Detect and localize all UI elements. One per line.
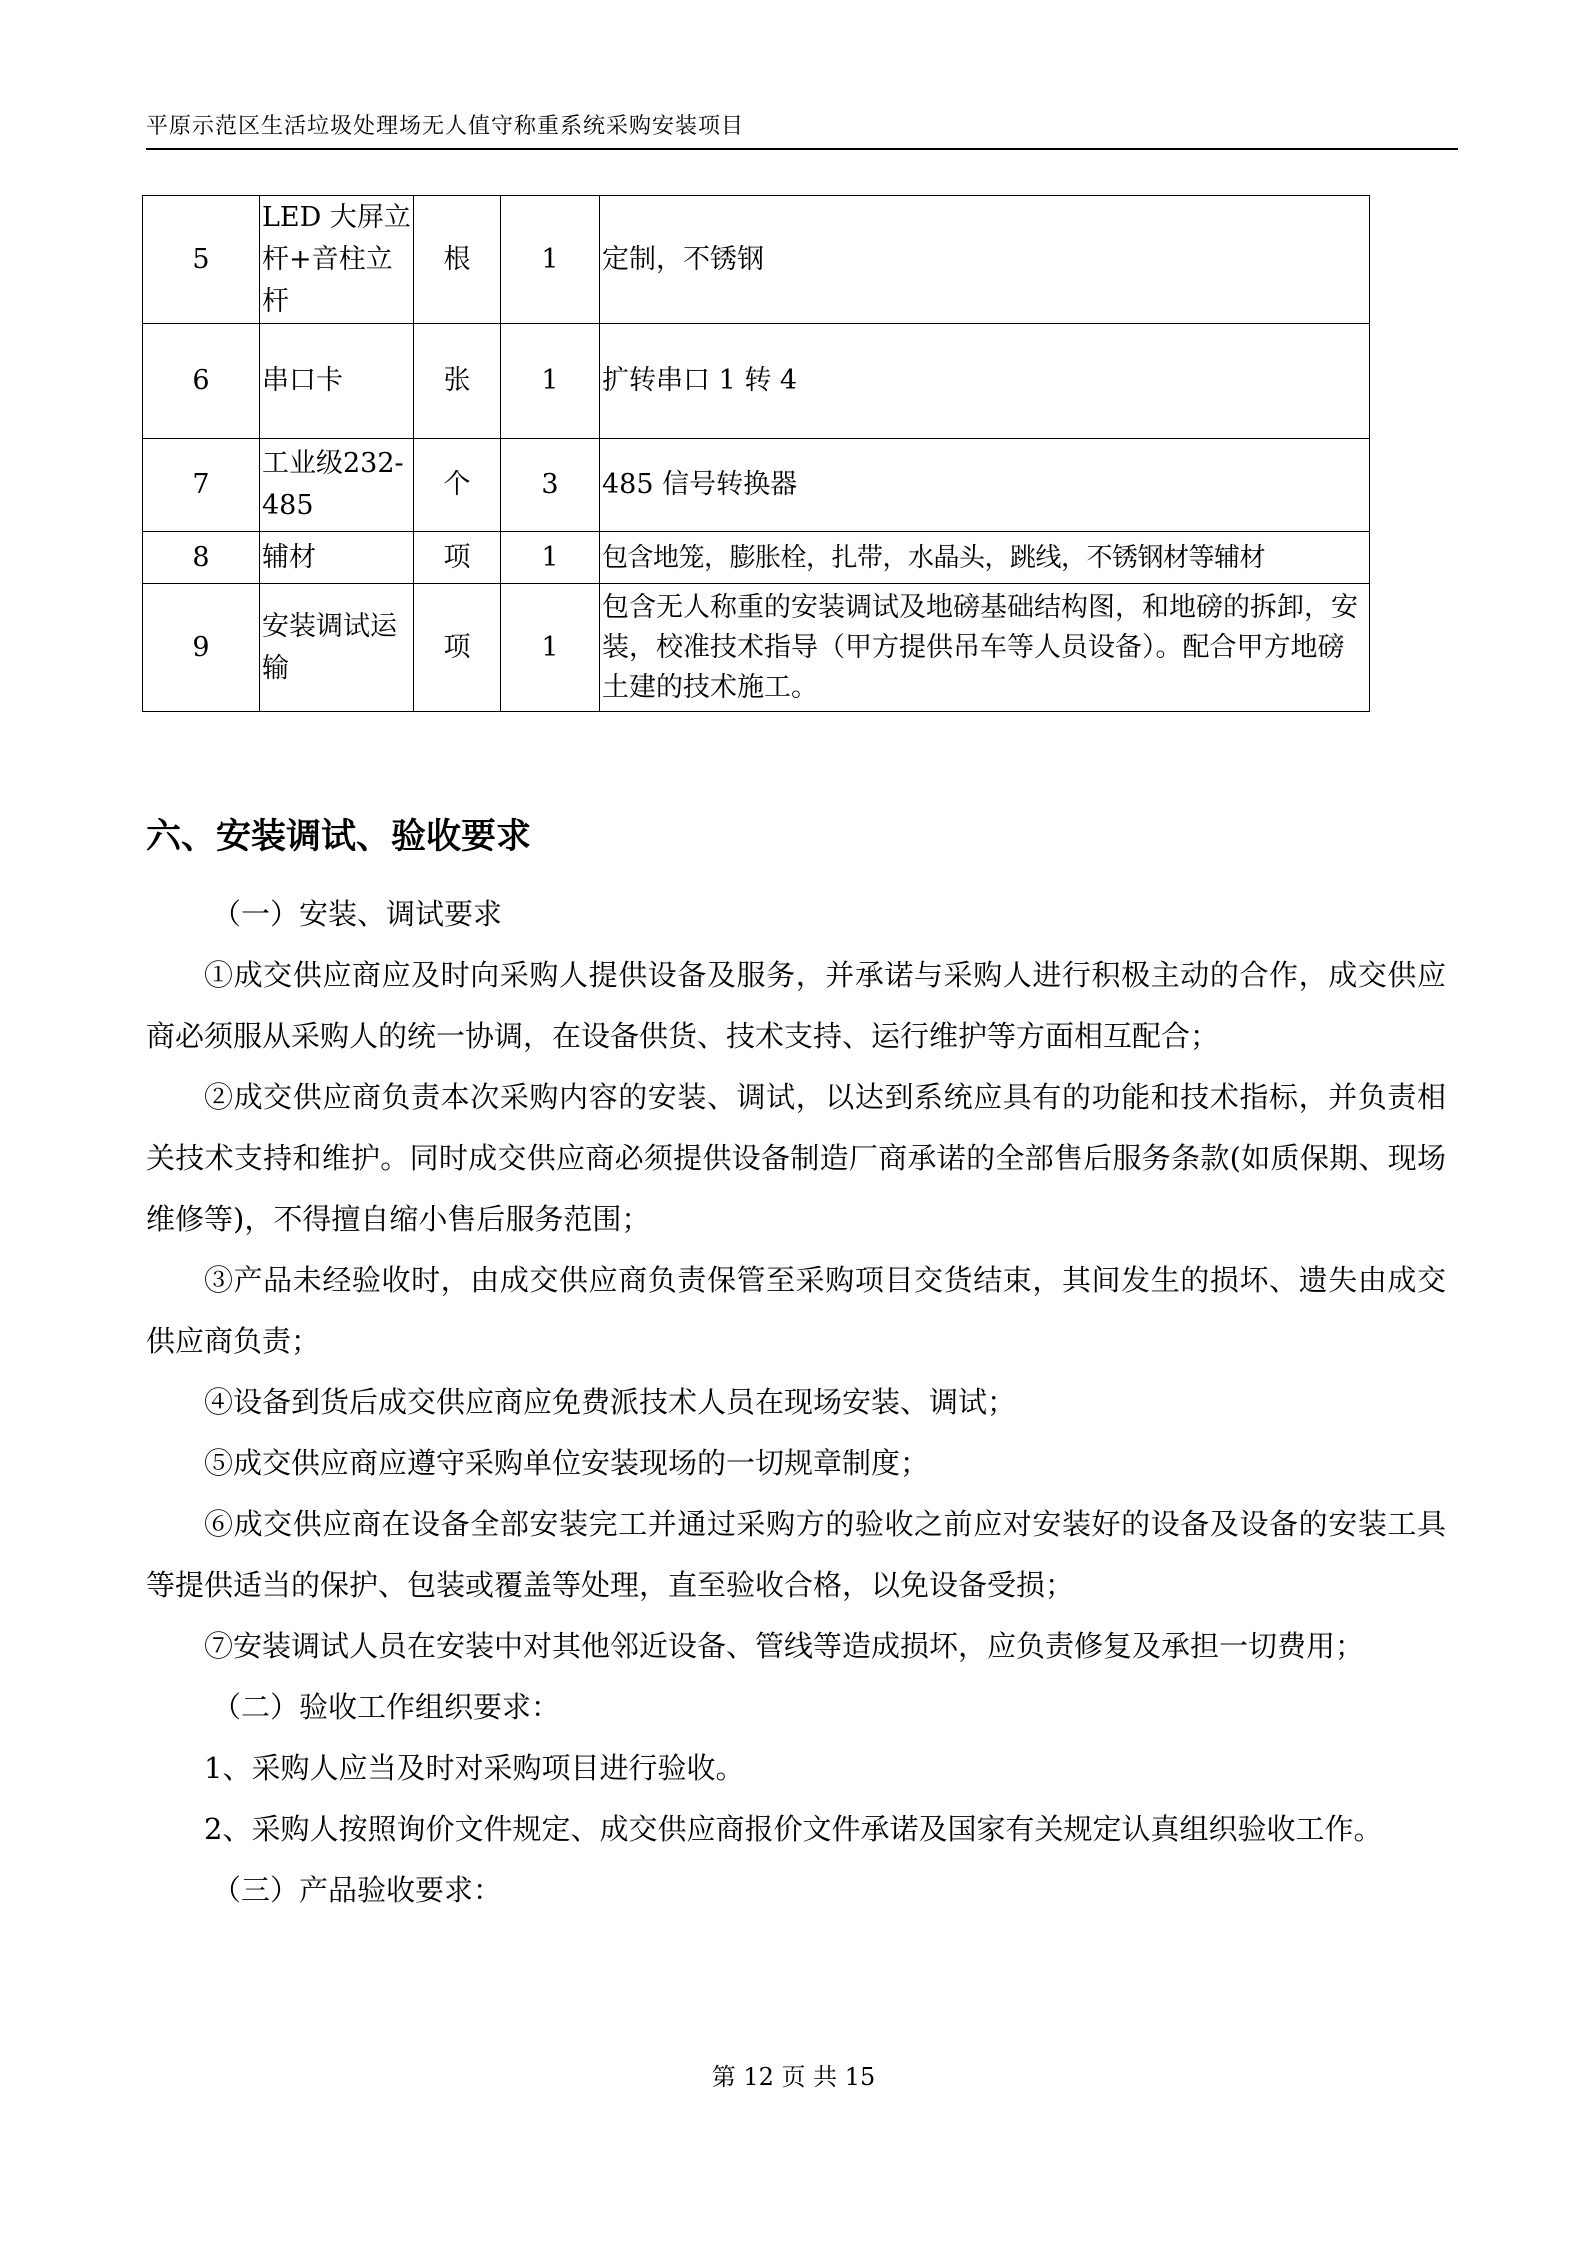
table-row [143, 196, 1370, 324]
row-number: 8 [143, 532, 260, 584]
item-description: 包含无人称重的安装调试及地磅基础结构图，和地磅的拆卸，安装，校准技术指导（甲方提供吊车等人员设备）。配合甲方地磅土建的技术施工。 [600, 584, 1370, 712]
item-description: 包含地笼，膨胀栓，扎带，水晶头，跳线，不锈钢材等辅材 [600, 532, 1370, 584]
row-number: 9 [143, 584, 260, 712]
paragraph: ②成交供应商负责本次采购内容的安装、调试，以达到系统应具有的功能和技术指标，并负责相关技术支持和维护。同时成交供应商必须提供设备制造厂商承诺的全部售后服务条款(如质保期、现场维修等)，不得擅自缩小售后服务范围； [146, 1080, 1446, 1236]
paragraph: ④设备到货后成交供应商应免费派技术人员在现场安装、调试； [204, 1385, 1017, 1419]
item-name: 工业级232-485 [260, 439, 414, 532]
item-description: 扩转串口 1 转 4 [600, 324, 1370, 439]
paragraph: ⑥成交供应商在设备全部安装完工并通过采购方的验收之前应对安装好的设备及设备的安装工具等提供适当的保护、包装或覆盖等处理，直至验收合格，以免设备受损； [146, 1507, 1446, 1602]
item-quantity: 1 [501, 196, 600, 324]
section-title: 六、安装调试、验收要求 [146, 817, 532, 857]
items-table [142, 195, 1370, 712]
paragraph: ⑦安装调试人员在安装中对其他邻近设备、管线等造成损坏，应负责修复及承担一切费用； [204, 1629, 1365, 1663]
item-name: 辅材 [260, 532, 414, 584]
paragraph: 1、采购人应当及时对采购项目进行验收。 [204, 1751, 745, 1785]
item-name: 串口卡 [260, 324, 414, 439]
item-quantity: 1 [501, 532, 600, 584]
subsection-heading: （三）产品验收要求： [212, 1873, 503, 1907]
item-quantity: 1 [501, 584, 600, 712]
subsection-heading: （二）验收工作组织要求： [212, 1690, 561, 1724]
paragraph: ⑤成交供应商应遵守采购单位安装现场的一切规章制度； [204, 1446, 930, 1480]
table-row [143, 439, 1370, 532]
paragraph: ①成交供应商应及时向采购人提供设备及服务，并承诺与采购人进行积极主动的合作，成交供应商必须服从采购人的统一协调，在设备供货、技术支持、运行维护等方面相互配合； [146, 958, 1446, 1053]
page-header [146, 112, 1458, 150]
paragraph: 2、采购人按照询价文件规定、成交供应商报价文件承诺及国家有关规定认真组织验收工作。 [204, 1812, 1383, 1846]
table-row [143, 532, 1370, 584]
row-number: 7 [143, 439, 260, 532]
subsection-heading: （一）安装、调试要求 [212, 897, 503, 931]
item-quantity: 3 [501, 439, 600, 532]
item-unit: 项 [414, 584, 501, 712]
table-row [143, 584, 1370, 712]
item-unit: 项 [414, 532, 501, 584]
item-name: LED 大屏立杆+音柱立杆 [260, 196, 414, 324]
item-unit: 张 [414, 324, 501, 439]
page-number: 第 12 页 共 15 [711, 2063, 876, 2091]
section-body [146, 884, 1446, 1921]
item-name: 安装调试运输 [260, 584, 414, 712]
item-unit: 个 [414, 439, 501, 532]
table-row [143, 324, 1370, 439]
item-description: 485 信号转换器 [600, 439, 1370, 532]
paragraph: ③产品未经验收时，由成交供应商负责保管至采购项目交货结束，其间发生的损坏、遗失由成交供应商负责； [146, 1263, 1446, 1358]
page-footer [0, 2062, 1587, 2092]
item-description: 定制，不锈钢 [600, 196, 1370, 324]
row-number: 5 [143, 196, 260, 324]
row-number: 6 [143, 324, 260, 439]
item-unit: 根 [414, 196, 501, 324]
item-quantity: 1 [501, 324, 600, 439]
header-title: 平原示范区生活垃圾处理场无人值守称重系统采购安装项目 [146, 114, 745, 139]
